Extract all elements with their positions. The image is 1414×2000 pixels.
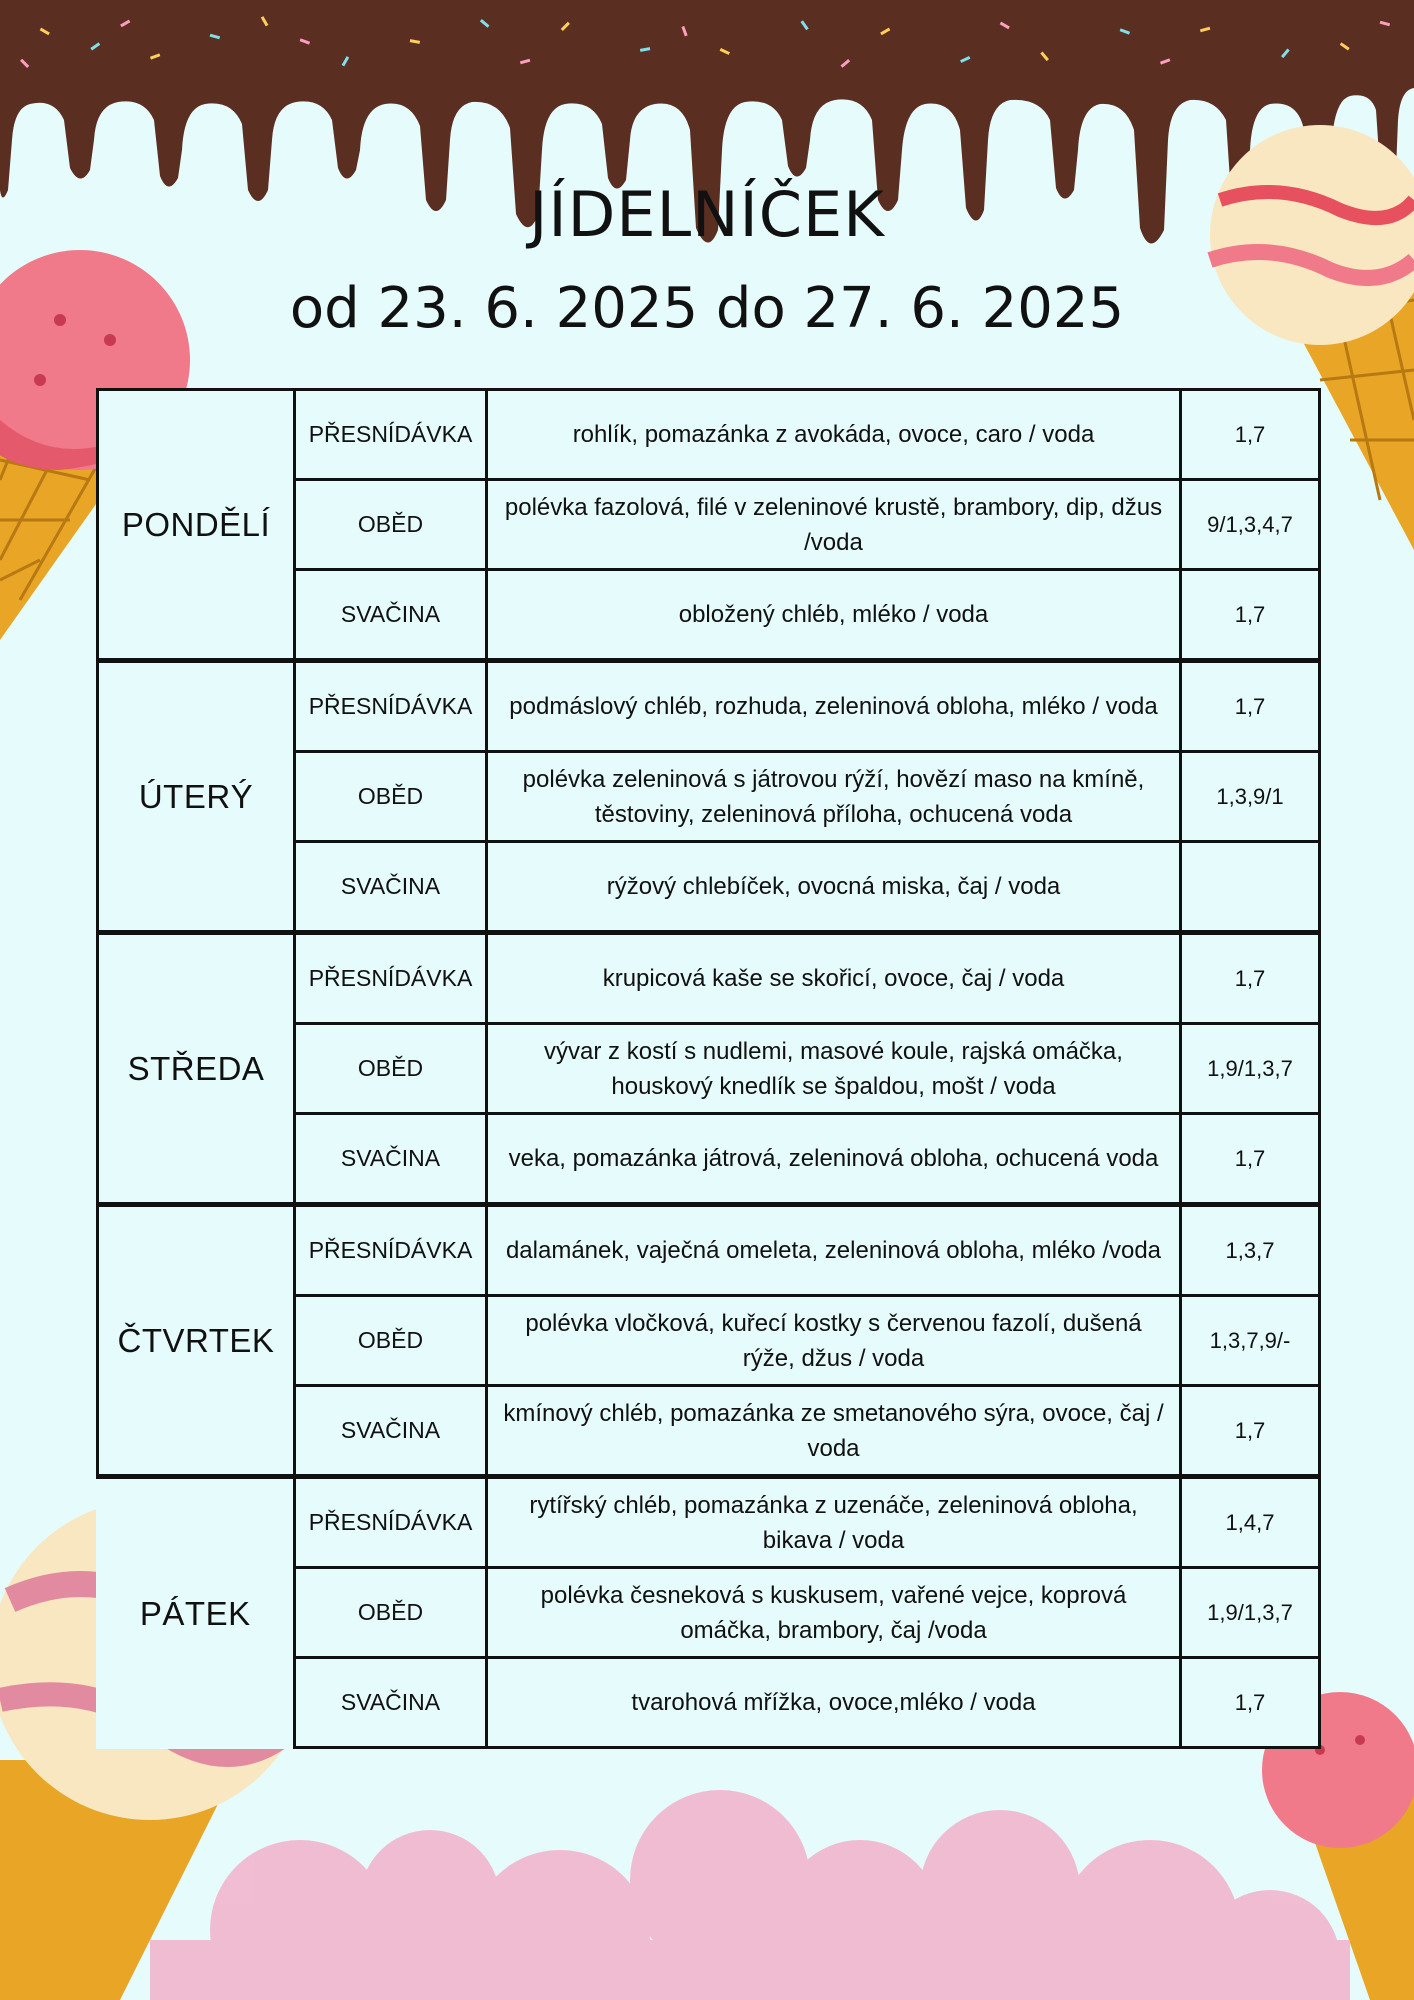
meal-type: PŘESNÍDÁVKA <box>295 661 487 752</box>
allergens: 1,9/1,3,7 <box>1181 1568 1320 1658</box>
table-row <box>98 933 1320 1024</box>
meal-description: kmínový chléb, pomazánka ze smetanového sýra, ovoce, čaj / voda <box>487 1386 1181 1477</box>
table-row <box>98 1477 1320 1568</box>
table-row <box>98 390 1320 480</box>
allergens: 1,7 <box>1181 570 1320 661</box>
allergens: 1,7 <box>1181 390 1320 480</box>
allergens: 1,7 <box>1181 1114 1320 1205</box>
meal-description: rohlík, pomazánka z avokáda, ovoce, caro / voda <box>487 390 1181 480</box>
allergens: 1,7 <box>1181 1386 1320 1477</box>
day-name: STŘEDA <box>98 933 295 1205</box>
meal-type: SVAČINA <box>295 1386 487 1477</box>
allergens: 9/1,3,4,7 <box>1181 480 1320 570</box>
allergens: 1,7 <box>1181 661 1320 752</box>
meal-type: PŘESNÍDÁVKA <box>295 1477 487 1568</box>
allergens: 1,3,7 <box>1181 1205 1320 1296</box>
meal-type: OBĚD <box>295 1568 487 1658</box>
meal-description: polévka zeleninová s játrovou rýží, hovězí maso na kmíně, těstoviny, zeleninová příloha, ochucená voda <box>487 752 1181 842</box>
allergens: 1,7 <box>1181 1658 1320 1748</box>
date-range: od 23. 6. 2025 do 27. 6. 2025 <box>289 276 1125 341</box>
meal-description: obložený chléb, mléko / voda <box>487 570 1181 661</box>
meal-description: vývar z kostí s nudlemi, masové koule, rajská omáčka, houskový knedlík se špaldou, mošt / voda <box>487 1024 1181 1114</box>
meal-description: podmáslový chléb, rozhuda, zeleninová obloha, mléko / voda <box>487 661 1181 752</box>
allergens: 1,3,7,9/- <box>1181 1296 1320 1386</box>
day-name: PONDĚLÍ <box>98 390 295 661</box>
meal-description: dalamánek, vaječná omeleta, zeleninová obloha, mléko /voda <box>487 1205 1181 1296</box>
meal-type: PŘESNÍDÁVKA <box>295 1205 487 1296</box>
meal-description: rytířský chléb, pomazánka z uzenáče, zeleninová obloha, bikava / voda <box>487 1477 1181 1568</box>
meal-type: OBĚD <box>295 752 487 842</box>
cotton-candy-clouds-illustration <box>150 1790 1350 2000</box>
meal-type: SVAČINA <box>295 842 487 933</box>
meal-type: SVAČINA <box>295 1658 487 1748</box>
meal-description: polévka fazolová, filé v zeleninové krustě, brambory, dip, džus /voda <box>487 480 1181 570</box>
meal-type: OBĚD <box>295 1024 487 1114</box>
menu-table-body <box>98 390 1320 1748</box>
page-title: JÍDELNÍČEK <box>529 178 885 251</box>
meal-description: krupicová kaše se skořicí, ovoce, čaj / voda <box>487 933 1181 1024</box>
allergens: 1,3,9/1 <box>1181 752 1320 842</box>
day-name: ČTVRTEK <box>98 1205 295 1477</box>
meal-description: polévka vločková, kuřecí kostky s červenou fazolí, dušená rýže, džus / voda <box>487 1296 1181 1386</box>
allergens: 1,4,7 <box>1181 1477 1320 1568</box>
meal-type: OBĚD <box>295 1296 487 1386</box>
allergens <box>1181 842 1320 933</box>
meal-description: tvarohová mřížka, ovoce,mléko / voda <box>487 1658 1181 1748</box>
table-row <box>98 1205 1320 1296</box>
day-name: PÁTEK <box>98 1477 295 1748</box>
meal-description: rýžový chlebíček, ovocná miska, čaj / voda <box>487 842 1181 933</box>
meal-type: SVAČINA <box>295 570 487 661</box>
day-name: ÚTERÝ <box>98 661 295 933</box>
allergens: 1,9/1,3,7 <box>1181 1024 1320 1114</box>
meal-type: PŘESNÍDÁVKA <box>295 933 487 1024</box>
meal-description: veka, pomazánka játrová, zeleninová obloha, ochucená voda <box>487 1114 1181 1205</box>
table-row <box>98 661 1320 752</box>
meal-type: OBĚD <box>295 480 487 570</box>
meal-description: polévka česneková s kuskusem, vařené vejce, koprová omáčka, brambory, čaj /voda <box>487 1568 1181 1658</box>
meal-type: SVAČINA <box>295 1114 487 1205</box>
weekly-menu-table <box>96 388 1321 1749</box>
meal-type: PŘESNÍDÁVKA <box>295 390 487 480</box>
allergens: 1,7 <box>1181 933 1320 1024</box>
